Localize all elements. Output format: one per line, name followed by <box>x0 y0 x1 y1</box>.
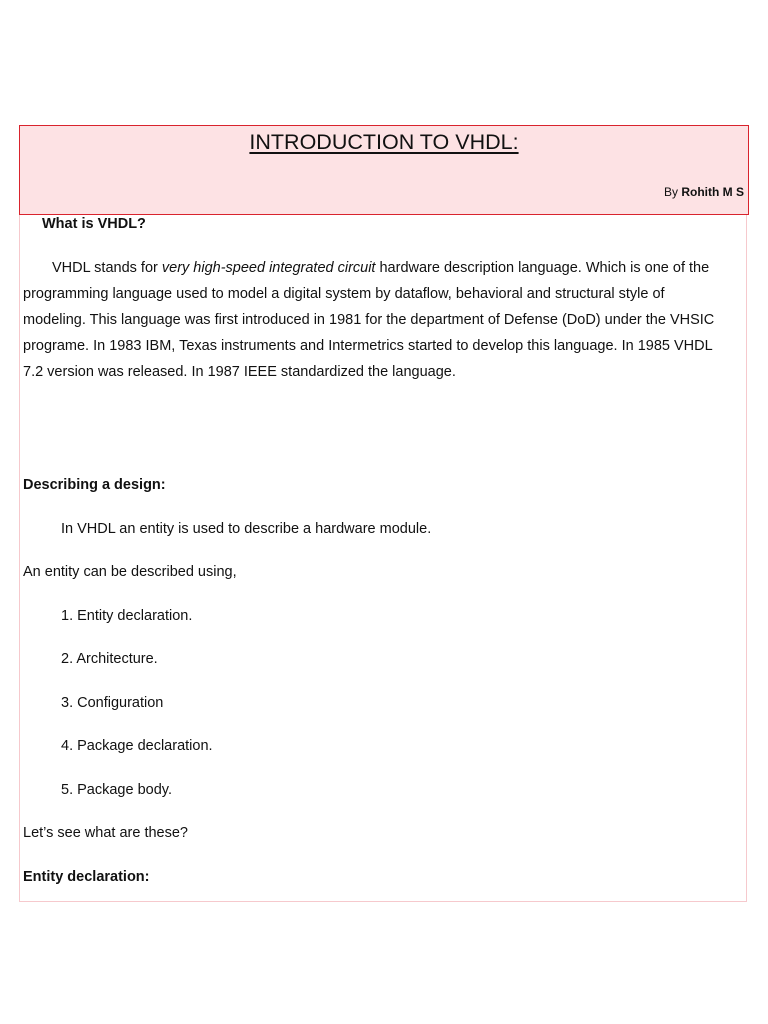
list-item: 2. Architecture. <box>61 651 158 667</box>
list-item: 1. Entity declaration. <box>61 608 193 624</box>
entity-lead-text: An entity can be described using, <box>23 564 237 580</box>
title-banner <box>19 125 749 215</box>
author-name: Rohith M S <box>681 185 744 199</box>
emphasis-text: very high-speed integrated circuit <box>161 260 376 276</box>
list-item: 3. Configuration <box>61 695 164 711</box>
vhdl-definition-paragraph <box>23 255 745 385</box>
byline-prefix: By <box>663 185 678 199</box>
paragraph-line: programming language used to model a digital system by dataflow, behavioral and structural style of <box>23 286 665 302</box>
section-heading-entity-declaration: Entity declaration: <box>23 869 150 885</box>
line-text: VHDL stands for <box>52 260 162 276</box>
list-item: 4. Package declaration. <box>61 738 213 754</box>
paragraph-line: modeling. This language was first introduced in 1981 for the department of Defense (DoD) under the VHSIC <box>23 312 715 328</box>
list-item: 5. Package body. <box>61 782 172 798</box>
entity-intro-text: In VHDL an entity is used to describe a hardware module. <box>61 521 432 537</box>
paragraph-line: 7.2 version was released. In 1987 IEEE standardized the language. <box>23 364 456 380</box>
paragraph-line <box>23 255 745 281</box>
section-heading-what-is-vhdl: What is VHDL? <box>42 216 146 232</box>
question-text: Let’s see what are these? <box>23 825 188 841</box>
paragraph-line: programe. In 1983 IBM, Texas instruments and Intermetrics started to develop this language. In 1985 VHDL <box>23 338 713 354</box>
line-text: hardware description language. Which is one of the <box>375 260 710 276</box>
document-title: INTRODUCTION TO VHDL: <box>249 130 519 154</box>
section-heading-describing-design: Describing a design: <box>23 477 166 493</box>
author-byline <box>664 185 744 199</box>
